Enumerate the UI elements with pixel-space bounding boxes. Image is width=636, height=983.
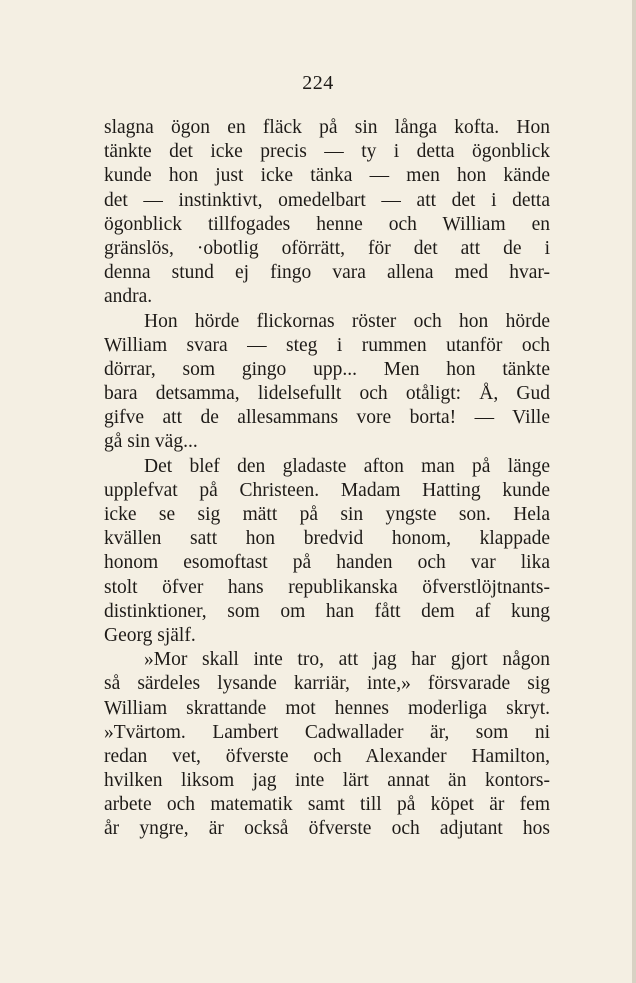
- text-line: William svara — steg i rummen utanför och: [104, 334, 550, 356]
- text-line: ögonblick tillfogades henne och William en: [104, 213, 550, 235]
- text-line: William skrattande mot hennes moderliga skryt.: [104, 697, 550, 719]
- text-line: gränslös, ·obotlig oförrätt, för det att de i: [104, 237, 550, 259]
- text-line: dörrar, som gingo upp... Men hon tänkte: [104, 358, 550, 380]
- text-line: upplefvat på Christeen. Madam Hatting kunde: [104, 479, 550, 501]
- text-line: denna stund ej fingo vara allena med hvar-: [104, 262, 550, 284]
- text-line: gå sin väg...: [104, 431, 198, 453]
- text-line: år yngre, är också öfverste och adjutant hos: [104, 818, 550, 840]
- text-line: Det blef den gladaste afton man på länge: [144, 455, 550, 477]
- text-line: »Mor skall inte tro, att jag har gjort någon: [144, 649, 550, 671]
- text-line: slagna ögon en fläck på sin långa kofta. Hon: [104, 117, 550, 138]
- text-line: det — instinktivt, omedelbart — att det i detta: [104, 189, 550, 211]
- body-text: [104, 116, 550, 842]
- text-line: gifve att de allesammans vore borta! — Ville: [104, 407, 550, 429]
- page-edge: [632, 0, 636, 983]
- text-line: kvällen satt hon bredvid honom, klappade: [104, 528, 550, 550]
- text-line: stolt öfver hans republikanska öfverstlöjtnants-: [104, 576, 550, 598]
- text-line: så särdeles lysande karriär, inte,» försvarade sig: [104, 673, 550, 695]
- text-line: Hon hörde flickornas röster och hon hörde: [144, 310, 550, 332]
- text-line: Georg själf.: [104, 624, 196, 646]
- text-line: »Tvärtom. Lambert Cadwallader är, som ni: [104, 721, 550, 743]
- text-line: honom esomoftast på handen och var lika: [104, 552, 550, 574]
- text-line: bara detsamma, lidelsefullt och otåligt: Å, Gud: [104, 383, 550, 405]
- text-line: tänkte det icke precis — ty i detta ögonblick: [104, 141, 550, 163]
- page-number: 224: [302, 72, 334, 94]
- text-line: arbete och matematik samt till på köpet är fem: [104, 794, 550, 816]
- text-line: distinktioner, som om han fått dem af kung: [104, 600, 550, 622]
- text-line: andra.: [104, 286, 153, 308]
- text-line: icke se sig mätt på sin yngste son. Hela: [104, 504, 550, 525]
- text-line: hvilken liksom jag inte lärt annat än kontors-: [104, 770, 550, 792]
- text-line: kunde hon just icke tänka — men hon kände: [104, 165, 550, 187]
- text-line: redan vet, öfverste och Alexander Hamilton,: [104, 745, 550, 767]
